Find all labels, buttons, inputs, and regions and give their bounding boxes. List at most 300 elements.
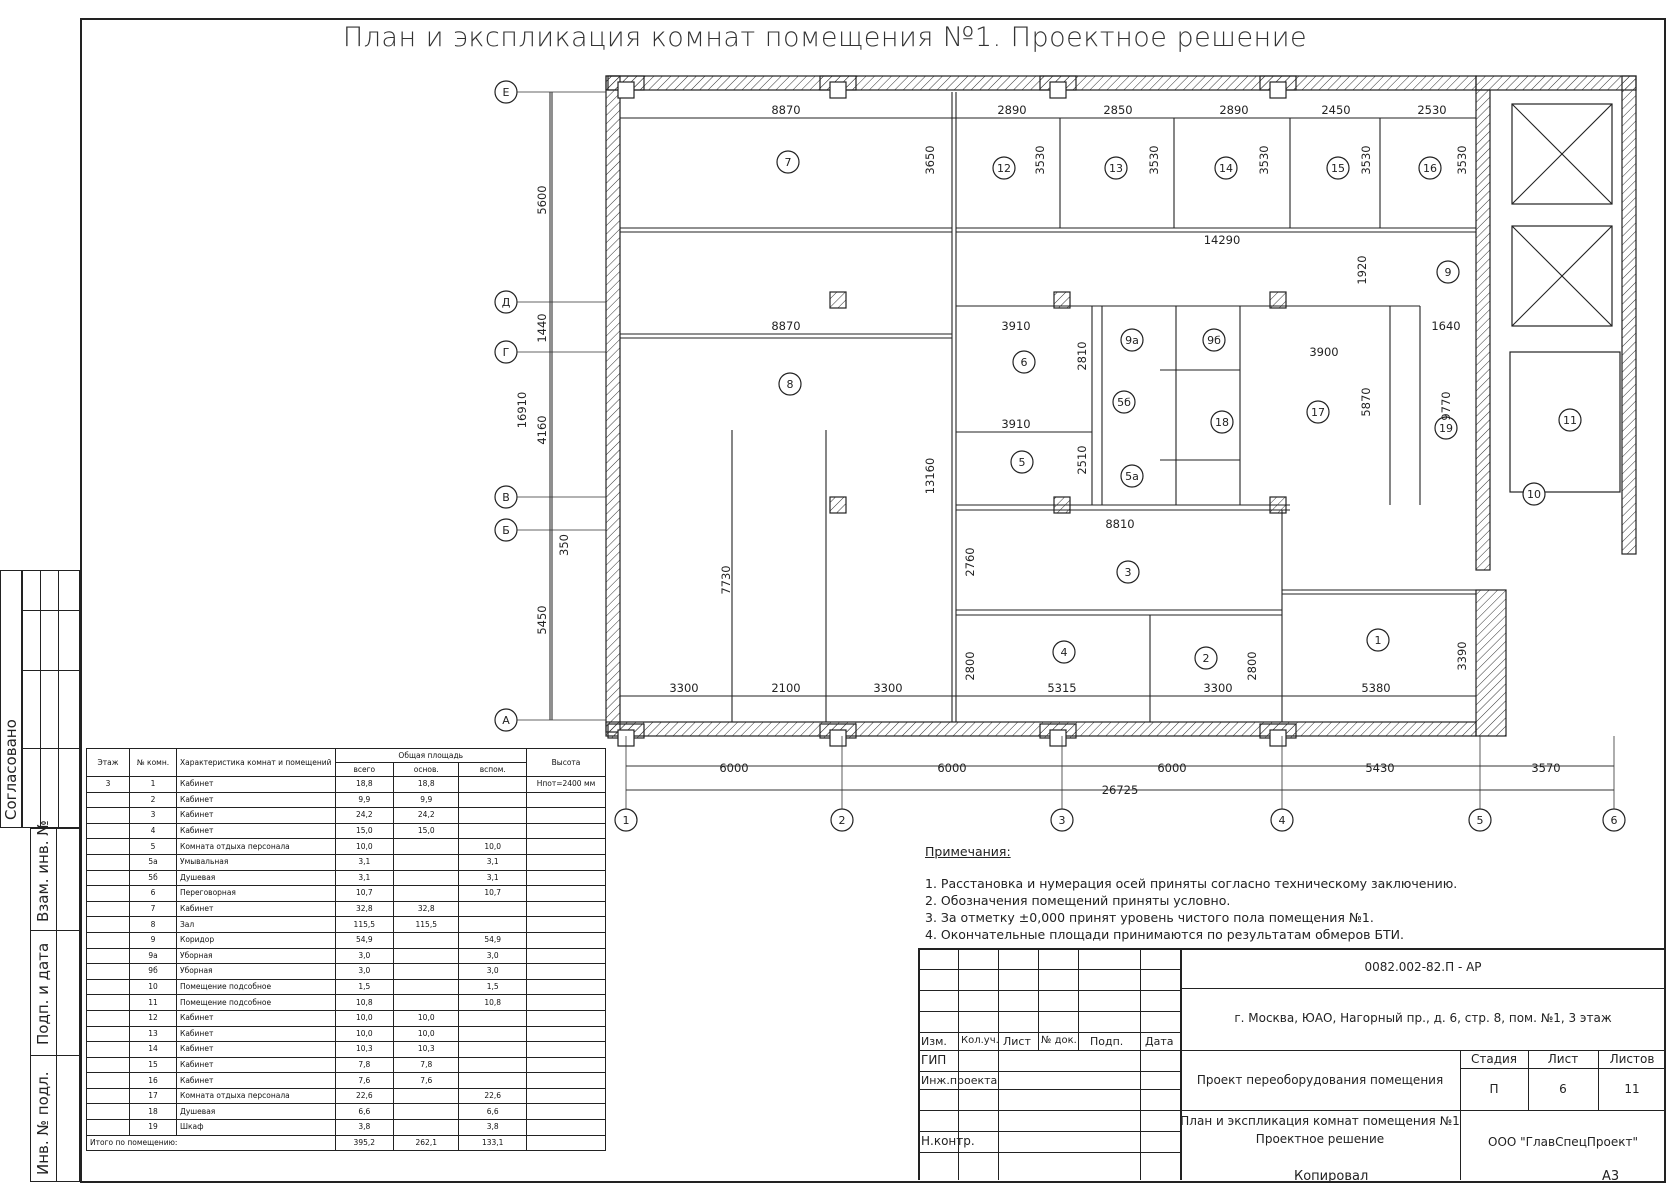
cell-height [527, 948, 606, 964]
footer-copied: Копировал [1294, 1169, 1369, 1184]
dimension-text: 3910 [1001, 319, 1031, 333]
cell-height: Нпот=2400 мм [527, 777, 606, 793]
stamp-sheets-label: Листов [1609, 1052, 1655, 1066]
axis-label: 5 [1476, 814, 1484, 827]
room-number: 16 [1423, 162, 1437, 175]
cell-total: 22,6 [335, 1088, 394, 1104]
cell-floor [87, 808, 130, 824]
cell-total: 3,1 [335, 854, 394, 870]
cell-main [394, 1120, 459, 1136]
cell-height [527, 854, 606, 870]
cell-no: 9а [130, 948, 177, 964]
col-total: всего [335, 763, 394, 777]
axis-label: Б [502, 524, 510, 537]
cell-no: 5 [130, 839, 177, 855]
cell-no: 1 [130, 777, 177, 793]
cell-total: 7,6 [335, 1073, 394, 1089]
cell-name: Кабинет [177, 777, 336, 793]
cell-name: Комната отдыха персонала [177, 839, 336, 855]
drawing-title: План и экспликация комнат помещения №1. Проектное решение [342, 22, 1308, 53]
dimension-text: 3530 [1147, 145, 1161, 175]
summary-main: 262,1 [394, 1135, 459, 1151]
dimension-text: 5870 [1359, 387, 1373, 417]
room-number: 3 [1124, 566, 1132, 579]
dimension-text: 5450 [535, 605, 549, 635]
table-row [87, 823, 606, 839]
stamp-project: Проект переоборудования помещения [1196, 1073, 1444, 1087]
stamp-role: ГИП [921, 1053, 947, 1067]
column [1050, 82, 1066, 98]
stamp-col: Подп. [1090, 1035, 1124, 1048]
stamp-org: ООО "ГлавСпецПроект" [1488, 1135, 1638, 1149]
cell-no: 2 [130, 792, 177, 808]
cell-name: Кабинет [177, 901, 336, 917]
room-number: 10 [1527, 488, 1541, 501]
cell-aux: 22,6 [459, 1088, 527, 1104]
cell-main: 9,9 [394, 792, 459, 808]
explication-table [86, 748, 606, 1151]
strip-agreed: Согласовано [2, 719, 20, 820]
cell-aux: 54,9 [459, 932, 527, 948]
cell-no: 5б [130, 870, 177, 886]
dimension-text: 9770 [1439, 391, 1453, 421]
cell-height [527, 886, 606, 902]
cell-aux: 3,1 [459, 870, 527, 886]
cell-aux [459, 1073, 527, 1089]
table-row [87, 979, 606, 995]
cell-aux: 3,0 [459, 948, 527, 964]
cell-total: 3,0 [335, 964, 394, 980]
cell-name: Кабинет [177, 1073, 336, 1089]
table-row [87, 948, 606, 964]
dimension-text: 1440 [535, 313, 549, 343]
stamp-col: Лист [1003, 1035, 1031, 1048]
table-row [87, 792, 606, 808]
stamp-sheet-name-2: Проектное решение [1255, 1132, 1385, 1146]
cell-height [527, 1042, 606, 1058]
cell-main: 24,2 [394, 808, 459, 824]
cell-aux [459, 917, 527, 933]
note-item: 2. Обозначения помещений приняты условно. [925, 893, 1231, 908]
cell-name: Кабинет [177, 1026, 336, 1042]
cell-name: Кабинет [177, 808, 336, 824]
summary-empty [527, 1135, 606, 1151]
cell-main: 32,8 [394, 901, 459, 917]
room-number: 17 [1311, 406, 1325, 419]
cell-height [527, 1073, 606, 1089]
dimension-text: 3650 [923, 145, 937, 175]
cell-floor [87, 1042, 130, 1058]
stamp-role: Инж.проекта [921, 1074, 998, 1087]
cell-aux: 10,0 [459, 839, 527, 855]
cell-height [527, 1088, 606, 1104]
cell-no: 18 [130, 1104, 177, 1120]
cell-name: Шкаф [177, 1120, 336, 1136]
cell-main [394, 1104, 459, 1120]
col-floor: Этаж [87, 749, 130, 777]
dimension-text: 3300 [873, 681, 903, 695]
room-number: 8 [786, 378, 794, 391]
cell-height [527, 932, 606, 948]
cell-floor [87, 948, 130, 964]
dimension-text: 6000 [719, 761, 749, 775]
table-row [87, 917, 606, 933]
axis-label: 3 [1058, 814, 1066, 827]
room-number: 19 [1439, 422, 1453, 435]
table-row [87, 808, 606, 824]
cell-no: 5а [130, 854, 177, 870]
col-room-no: № комн. [130, 749, 177, 777]
dimension-text: 2800 [1245, 651, 1259, 681]
summary-row [87, 1135, 606, 1151]
cell-height [527, 901, 606, 917]
dimension-text: 1920 [1355, 255, 1369, 285]
cell-name: Душевая [177, 870, 336, 886]
cell-height [527, 1010, 606, 1026]
table-row [87, 839, 606, 855]
cell-name: Кабинет [177, 823, 336, 839]
cell-no: 14 [130, 1042, 177, 1058]
footer-format: А3 [1602, 1169, 1620, 1184]
cell-floor [87, 1073, 130, 1089]
dimension-text: 7730 [719, 565, 733, 595]
room-number: 6 [1020, 356, 1028, 369]
cell-height [527, 823, 606, 839]
room-number: 9а [1125, 334, 1139, 347]
cell-aux: 10,8 [459, 995, 527, 1011]
axis-label: В [502, 491, 510, 504]
table-row [87, 854, 606, 870]
axis-label: 1 [622, 814, 630, 827]
cell-aux [459, 777, 527, 793]
dimension-text: 2530 [1417, 103, 1447, 117]
cell-floor [87, 823, 130, 839]
cell-floor [87, 839, 130, 855]
room-number: 5 [1018, 456, 1026, 469]
dimension-text: 5430 [1365, 761, 1395, 775]
dimension-text: 3530 [1033, 145, 1047, 175]
stamp-sheet-label: Лист [1547, 1052, 1579, 1066]
table-row [87, 1104, 606, 1120]
dimension-text: 2100 [771, 681, 801, 695]
cell-total: 10,0 [335, 1026, 394, 1042]
column [1270, 730, 1286, 746]
cell-aux [459, 1010, 527, 1026]
dimension-text: 13160 [923, 457, 937, 495]
cell-main [394, 995, 459, 1011]
dimension-text: 5380 [1361, 681, 1391, 695]
cell-height [527, 917, 606, 933]
dimension-text: 2850 [1103, 103, 1133, 117]
summary-label: Итого по помещению: [87, 1135, 336, 1151]
room-number: 4 [1060, 646, 1068, 659]
cell-no: 6 [130, 886, 177, 902]
room-number: 12 [997, 162, 1011, 175]
cell-total: 32,8 [335, 901, 394, 917]
cell-name: Кабинет [177, 1010, 336, 1026]
table-row [87, 1026, 606, 1042]
cell-floor [87, 917, 130, 933]
cell-aux [459, 901, 527, 917]
dimension-text: 3530 [1455, 145, 1469, 175]
stamp-col: Изм. [921, 1035, 947, 1048]
cell-height [527, 808, 606, 824]
cell-floor [87, 1057, 130, 1073]
strip-sign-date: Подп. и дата [34, 942, 52, 1045]
table-row [87, 870, 606, 886]
dimension-text: 2890 [997, 103, 1027, 117]
cell-main: 7,6 [394, 1073, 459, 1089]
table-row [87, 932, 606, 948]
cell-main: 18,8 [394, 777, 459, 793]
table-row [87, 777, 606, 793]
axis-label: 2 [838, 814, 846, 827]
cell-name: Душевая [177, 1104, 336, 1120]
room-number: 11 [1563, 414, 1577, 427]
cell-total: 18,8 [335, 777, 394, 793]
dimension-text: 2800 [963, 651, 977, 681]
room-number: 13 [1109, 162, 1123, 175]
dimension-text: 2810 [1075, 341, 1089, 371]
cell-floor [87, 1088, 130, 1104]
cell-name: Переговорная [177, 886, 336, 902]
cell-aux [459, 1057, 527, 1073]
table-row [87, 886, 606, 902]
dimension-text: 14290 [1203, 233, 1241, 247]
room-number: 2 [1202, 652, 1210, 665]
cell-height [527, 979, 606, 995]
stamp-stage-label: Стадия [1470, 1052, 1518, 1066]
cell-name: Уборная [177, 964, 336, 980]
summary-aux: 133,1 [459, 1135, 527, 1151]
dimension-text: 1640 [1431, 319, 1461, 333]
note-item: 1. Расстановка и нумерация осей приняты согласно техническому заключению. [925, 876, 1458, 891]
dimension-text: 2450 [1321, 103, 1351, 117]
cell-main [394, 932, 459, 948]
room-number: 1 [1374, 634, 1382, 647]
dimension-text: 3300 [1203, 681, 1233, 695]
room-number: 14 [1219, 162, 1233, 175]
table-row [87, 995, 606, 1011]
cell-main [394, 948, 459, 964]
cell-no: 11 [130, 995, 177, 1011]
column [830, 82, 846, 98]
cell-name: Коридор [177, 932, 336, 948]
room-number: 9б [1207, 334, 1221, 347]
col-area: Общая площадь [335, 749, 527, 763]
room-number: 7 [784, 156, 792, 169]
cell-total: 10,3 [335, 1042, 394, 1058]
dimension-text: 2760 [963, 547, 977, 577]
cell-total: 6,6 [335, 1104, 394, 1120]
table-row [87, 964, 606, 980]
cell-name: Комната отдыха персонала [177, 1088, 336, 1104]
col-desc: Характеристика комнат и помещений [177, 749, 336, 777]
cell-total: 9,9 [335, 792, 394, 808]
cell-total: 10,0 [335, 839, 394, 855]
cell-aux: 10,7 [459, 886, 527, 902]
cell-total: 10,8 [335, 995, 394, 1011]
cell-total: 1,5 [335, 979, 394, 995]
summary-total: 395,2 [335, 1135, 394, 1151]
cell-height [527, 839, 606, 855]
dimension-text: 16910 [515, 391, 529, 429]
dimension-text: 2510 [1075, 445, 1089, 475]
stamp-code: 0082.002-82.П - АР [1364, 960, 1482, 974]
cell-floor [87, 1120, 130, 1136]
stamp-sheet: 6 [1559, 1082, 1567, 1096]
column [830, 292, 846, 308]
stamp-address: г. Москва, ЮАО, Нагорный пр., д. 6, стр. 8, пом. №1, 3 этаж [1234, 1011, 1612, 1025]
column [830, 497, 846, 513]
cell-floor: 3 [87, 777, 130, 793]
cell-height [527, 1026, 606, 1042]
cell-floor [87, 886, 130, 902]
dimension-text: 350 [557, 534, 571, 556]
col-aux: вспом. [459, 763, 527, 777]
cell-main: 15,0 [394, 823, 459, 839]
cell-total: 15,0 [335, 823, 394, 839]
cell-no: 9 [130, 932, 177, 948]
column [1050, 730, 1066, 746]
room-number: 9 [1444, 266, 1452, 279]
cell-aux: 3,8 [459, 1120, 527, 1136]
dimension-text: 3300 [669, 681, 699, 695]
cell-no: 3 [130, 808, 177, 824]
room-number: 15 [1331, 162, 1345, 175]
cell-aux: 6,6 [459, 1104, 527, 1120]
cell-aux [459, 823, 527, 839]
cell-main: 10,0 [394, 1026, 459, 1042]
cell-name: Кабинет [177, 1057, 336, 1073]
cell-name: Кабинет [177, 792, 336, 808]
dimension-text: 8870 [771, 319, 801, 333]
cell-floor [87, 932, 130, 948]
column [1270, 82, 1286, 98]
cell-floor [87, 1026, 130, 1042]
dimension-text: 3530 [1359, 145, 1373, 175]
dimension-text: 8870 [771, 103, 801, 117]
dimension-text: 8810 [1105, 517, 1135, 531]
dimension-text: 5315 [1047, 681, 1077, 695]
axis-label: 6 [1610, 814, 1618, 827]
cell-no: 7 [130, 901, 177, 917]
dimension-text: 3900 [1309, 345, 1339, 359]
cell-total: 3,8 [335, 1120, 394, 1136]
cell-name: Уборная [177, 948, 336, 964]
cell-no: 9б [130, 964, 177, 980]
cell-total: 10,0 [335, 1010, 394, 1026]
cell-floor [87, 1010, 130, 1026]
cell-floor [87, 979, 130, 995]
stair-wall [1476, 590, 1506, 736]
table-row [87, 1120, 606, 1136]
axis-label: Д [501, 296, 511, 309]
cell-main [394, 964, 459, 980]
cell-aux [459, 1026, 527, 1042]
stamp-col: № док. [1041, 1035, 1077, 1046]
strip-inv-orig: Инв. № подл. [34, 1071, 52, 1175]
cell-main: 10,0 [394, 1010, 459, 1026]
cell-total: 3,0 [335, 948, 394, 964]
cell-aux [459, 792, 527, 808]
cell-no: 12 [130, 1010, 177, 1026]
note-item: 4. Окончательные площади принимаются по результатам обмеров БТИ. [925, 927, 1404, 942]
cell-main [394, 1088, 459, 1104]
cell-total: 115,5 [335, 917, 394, 933]
table-row [87, 1088, 606, 1104]
cell-aux [459, 1042, 527, 1058]
cell-aux [459, 808, 527, 824]
cell-no: 10 [130, 979, 177, 995]
cell-no: 8 [130, 917, 177, 933]
cell-name: Кабинет [177, 1042, 336, 1058]
cell-floor [87, 995, 130, 1011]
stamp-stage: П [1489, 1082, 1499, 1096]
cell-height [527, 1120, 606, 1136]
cell-height [527, 995, 606, 1011]
stamp-role: Н.контр. [921, 1134, 975, 1148]
cell-main: 10,3 [394, 1042, 459, 1058]
axis-label: Г [502, 346, 510, 359]
dimension-text: 5600 [535, 185, 549, 215]
cell-main: 115,5 [394, 917, 459, 933]
dimension-text: 3390 [1455, 641, 1469, 671]
dimension-text: 3910 [1001, 417, 1031, 431]
cell-main: 7,8 [394, 1057, 459, 1073]
cell-floor [87, 792, 130, 808]
room-number: 18 [1215, 416, 1229, 429]
table-row [87, 1010, 606, 1026]
stamp-sheets: 11 [1624, 1082, 1640, 1096]
cell-height [527, 1057, 606, 1073]
cell-main [394, 870, 459, 886]
cell-no: 19 [130, 1120, 177, 1136]
table-row [87, 1057, 606, 1073]
column [618, 82, 634, 98]
cell-no: 4 [130, 823, 177, 839]
dimension-text: 26725 [1101, 783, 1139, 797]
outer-wall-top-right [1476, 76, 1636, 90]
column [830, 730, 846, 746]
cell-total: 10,7 [335, 886, 394, 902]
table-row [87, 901, 606, 917]
table-row [87, 1073, 606, 1089]
cell-no: 16 [130, 1073, 177, 1089]
dimension-text: 3570 [1531, 761, 1561, 775]
cell-floor [87, 901, 130, 917]
col-main: основ. [394, 763, 459, 777]
cell-aux: 3,1 [459, 854, 527, 870]
cell-total: 7,8 [335, 1057, 394, 1073]
cell-floor [87, 964, 130, 980]
cell-main [394, 854, 459, 870]
col-height: Высота [527, 749, 606, 777]
stamp-col: Кол.уч. [961, 1035, 999, 1046]
cell-height [527, 964, 606, 980]
cell-main [394, 979, 459, 995]
cell-aux: 1,5 [459, 979, 527, 995]
cell-no: 17 [130, 1088, 177, 1104]
notes-title: Примечания: [925, 844, 1011, 859]
cell-floor [87, 854, 130, 870]
cell-aux: 3,0 [459, 964, 527, 980]
room-number: 5а [1125, 470, 1139, 483]
cell-floor [87, 870, 130, 886]
cell-main [394, 886, 459, 902]
note-item: 3. За отметку ±0,000 принят уровень чистого пола помещения №1. [925, 910, 1374, 925]
stamp-sheet-name: План и экспликация комнат помещения №1 [1180, 1114, 1460, 1128]
